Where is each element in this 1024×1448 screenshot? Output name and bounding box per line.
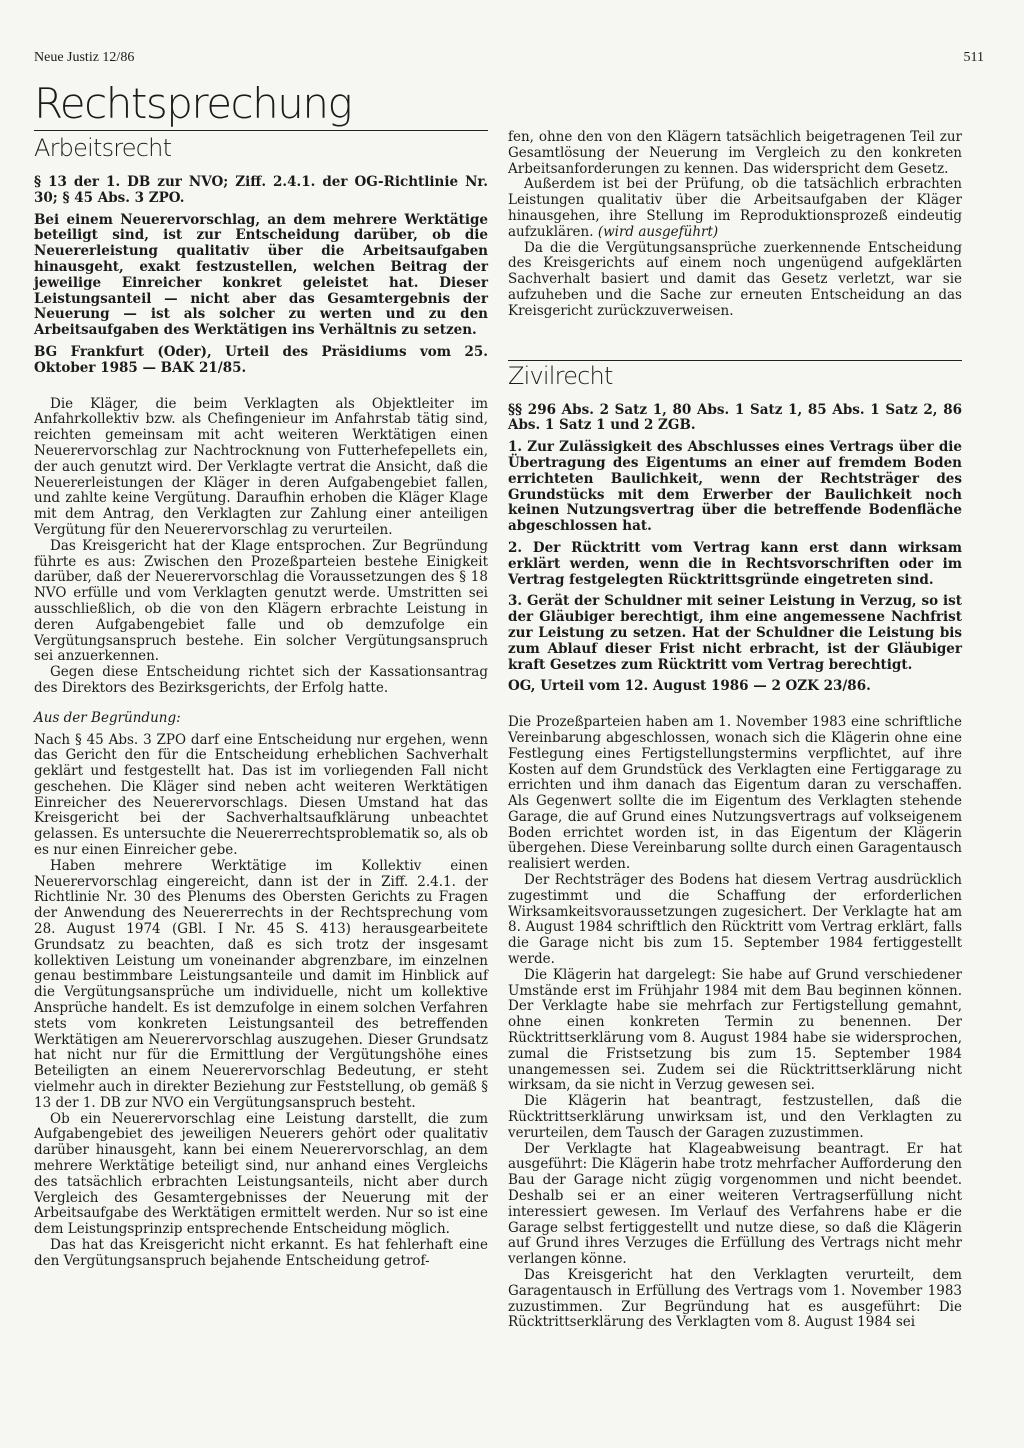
paragraph: Die Kläger, die beim Verklagten als Objektleiter im Anfahrkollektiv bzw. als Chefingenieur im Anfahrstab tätig sind, reichten gemeinsam mit acht weiteren Werktätigen einen Neuerervorschlag zur Nachtrocknung von Futterhefepellets ein, der auch genutzt wird. Der Verklagte vertrat die Ansicht, daß die Neuererleistungen der Kläger in deren Aufgabengebiet fallen, und zahlte keine Vergütung. Daraufhin erhoben die Kläger Klage mit dem Antrag, den Verklagten zur Zahlung einer anteiligen Vergütung für den Neuerervorschlag zu verurteilen. xyxy=(34,395,488,538)
leitsatz-arbeitsrecht: Bei einem Neuerervorschlag, an dem mehrere Werktätige beteiligt sind, ist zur Entscheidung darüber, ob die Neuererleistung qualitativ über die Arbeitsaufgaben hinausgeht, exakt festzustellen, welchen Beitrag der jeweilige Einreicher konkret geleistet hat. Dieser Leistungsanteil — nicht aber das Gesamtergebnis der Neuerung — ist als solcher zu werten und zu den Arbeitsaufgaben des Werktätigen ins Verhältnis zu setzen. xyxy=(34,211,488,339)
paragraph: Das Kreisgericht hat den Verklagten verurteilt, dem Garagentausch in Erfüllung des Vertrags vom 1. November 1983 zuzustimmen. Zur Begründung hat es ausgeführt: Die Rücktrittserklärung des Verklagten vom 8. August 1984 sei xyxy=(508,1267,962,1331)
paragraph: Da die die Vergütungsansprüche zuerkennende Entscheidung des Kreisgerichts auf einem noch ungenügend aufgeklärten Sachverhalt basiert und damit das Gesetz verletzt, war sie aufzuheben und die Sache zur erneuten Entscheidung an das Kreisgericht zurückzuverweisen. xyxy=(508,239,962,319)
reasons-heading: Aus der Begründung: xyxy=(34,709,181,726)
paragraph: Gegen diese Entscheidung richtet sich der Kassationsantrag des Direktors des Bezirksgerichts, der Erfolg hatte. xyxy=(34,664,488,696)
right-column xyxy=(508,130,962,1331)
paragraph: Das hat das Kreisgericht nicht erkannt. Es hat fehlerhaft eine den Vergütungsanspruch bejahende Entscheidung getrof- xyxy=(34,1237,488,1269)
norms-zivilrecht: §§ 296 Abs. 2 Satz 1, 80 Abs. 1 Satz 1, 85 Abs. 1 Satz 2, 86 Abs. 1 Satz 1 und 2 ZGB. xyxy=(508,401,962,434)
paragraph: Ob ein Neuerervorschlag eine Leistung darstellt, die zum Aufgabengebiet des jeweiligen Neuerers gehört oder qualitativ darüber hinausgeht, kann bei einem Neuerervorschlag, an dem mehrere Werktätige beteiligt sind, nur anhand eines Vergleichs des tatsächlich erbrachten Leistungsanteils, nicht aber durch Vergleich des Gesamtergebnisses der Neuerung mit der Arbeitsaufgabe des Werktätigen ermittelt werden. Nur so ist eine dem Leistungsprinzip entsprechende Entscheidung möglich. xyxy=(34,1110,488,1238)
page-number: 511 xyxy=(963,50,984,65)
paragraph: Das Kreisgericht hat der Klage entsprochen. Zur Begründung führte es aus: Zwischen den Prozeßparteien bestehe Einigkeit darüber, daß der Neuerervorschlag die Voraussetzungen des § 18 NVO erfülle und vom Verklagten genutzt werde. Umstritten sei ausschließlich, ob die von den Klägern erbrachte Leistung in deren Aufgabengebiet falle und ob demzufolge ein Vergütungsanspruch bestehe. Ein solcher Vergütungsanspruch sei anzuerkennen. xyxy=(34,537,488,665)
section-title-zivilrecht: Zivilrecht xyxy=(508,361,613,390)
paragraph: Die Prozeßparteien haben am 1. November 1983 eine schriftliche Vereinbarung abgeschlossen, wonach sich die Klägerin ohne eine Festlegung eines Fertigstellungstermins verpflichtet, auf ihre Kosten auf dem Grundstück des Verklagten eine Fertiggarage zu errichten und ihm danach das Eigentum daran zu verschaffen. Als Gegenwert sollte die im Eigentum des Verklagten stehende Garage, die auf Grund eines Nutzungsvertrags auf volkseigenem Boden errichtet worden ist, in das Eigentum der Klägerin übergehen. Diese Vereinbarung sollte durch einen Garagentausch realisiert werden. xyxy=(508,714,962,873)
paragraph: Haben mehrere Werktätige im Kollektiv einen Neuerervorschlag eingereicht, dann ist der in Ziff. 2.4.1. der Richtlinie Nr. 30 des Plenums des Obersten Gerichts zu Fragen der Anwendung des Neuererrechts in der Rechtsprechung vom 28. August 1974 (GBl. I Nr. 45 S. 413) herausgearbeitete Grundsatz zu beachten, daß es sich trotz der insgesamt kollektiven Leistung um voneinander abgrenzbare, im einzelnen genau bestimmbare Leistungsanteile und damit im Hinblick auf die Vergütungsansprüche um individuelle, nicht um kollektive Ansprüche handelt. Es ist demzufolge in einem solchen Verfahren stets vom konkreten Leistungsanteil des betreffenden Werktätigen am Neuerervorschlag auszugehen. Dieser Grundsatz hat nicht nur für die Ermittlung der Vergütungshöhe eines Beteiligten an einem Neuerervorschlag Bedeutung, er steht vielmehr auch in direkter Beziehung zur Feststellung, ob gemäß § 13 der 1. DB zur NVO ein Vergütungsanspruch besteht. xyxy=(34,857,488,1111)
paragraph: Nach § 45 Abs. 3 ZPO darf eine Entscheidung nur ergehen, wenn das Gericht den für die Entscheidung erheblichen Sachverhalt geklärt und festgestellt hat. Das ist im vorliegenden Fall nicht geschehen. Die Kläger sind neben acht weiteren Werktätigen Einreicher des Neuerervorschlags. Diesen Umstand hat das Kreisgericht bei der Sachverhaltsaufklärung unbeachtet gelassen. Es untersuchte die Neuererrechtsproblematik so, als ob es nur einen Einreicher gebe. xyxy=(34,731,488,859)
main-title: Rechtsprechung xyxy=(34,79,352,128)
paragraph: Der Verklagte hat Klageabweisung beantragt. Er hat ausgeführt: Die Klägerin habe trotz mehrfacher Aufforderung den Bau der Garage nicht zügig vorgenommen und nicht beendet. Deshalb sei er an einer weiteren Vertragserfüllung nicht interessiert gewesen. Im Verlauf des Verfahrens habe er die Garage selbst fertiggestellt und nutze diese, so daß die Klägerin auf Grund ihres Verzuges die Erfüllung des Vertrags nicht mehr verlangen könne. xyxy=(508,1140,962,1268)
paragraph-text: Außerdem ist bei der Prüfung, ob die tatsächlich erbrachten Leistungen qualitativ über die Arbeitsaufgaben der Kläger hinausgehen, ihre Stellung im Reproduktionsprozeß eindeutig aufzuklären. xyxy=(508,176,962,240)
paragraph: fen, ohne den von den Klägern tatsächlich beigetragenen Teil zur Gesamtlösung der Neuerung im Vergleich zu den konkreten Arbeitsanforderungen zu kennen. Das widerspricht dem Gesetz. xyxy=(508,129,962,177)
paragraph: Die Klägerin hat dargelegt: Sie habe auf Grund verschiedener Umstände erst im Frühjahr 1984 mit dem Bau beginnen können. Der Verklagte habe sie mehrfach zur Fertigstellung gemahnt, ohne einen konkreten Termin zu benennen. Der Rücktrittserklärung vom 8. August 1984 habe sie widersprochen, zumal die Fristsetzung bis zum 15. September 1984 unangemessen sei. Zudem sei die Rücktrittserklärung nicht wirksam, da sie nicht in Verzug gewesen sei. xyxy=(508,966,962,1094)
arbeitsrecht-head xyxy=(34,130,488,163)
citation-arbeitsrecht: BG Frankfurt (Oder), Urteil des Präsidiums vom 25. Oktober 1985 — BAK 21/85. xyxy=(34,343,488,376)
citation-zivilrecht: OG, Urteil vom 12. August 1986 — 2 OZK 23/86. xyxy=(508,678,871,695)
left-column xyxy=(34,130,488,1270)
paragraph xyxy=(508,177,962,240)
paragraph: Der Rechtsträger des Bodens hat diesem Vertrag ausdrücklich zugestimmt und die Schaffung der erforderlichen Wirksamkeitsvoraussetzungen zugesichert. Der Verklagte hat am 8. August 1984 schriftlich den Rücktritt vom Vertrag erklärt, falls die Garage nicht bis zum 15. September 1984 fertiggestellt werde. xyxy=(508,872,962,968)
paragraph: Die Klägerin hat beantragt, festzustellen, daß die Rücktrittserklärung unwirksam ist, und den Verklagten zu verurteilen, dem Tausch der Garagen zuzustimmen. xyxy=(508,1093,962,1141)
norms-arbeitsrecht: § 13 der 1. DB zur NVO; Ziff. 2.4.1. der OG-Richtlinie Nr. 30; § 45 Abs. 3 ZPO. xyxy=(34,174,488,206)
leitsatz-3: 3. Gerät der Schuldner mit seiner Leistung in Verzug, so ist der Gläubiger berechtigt, ihm eine angemessene Nachfrist zur Leistung zu setzen. Hat der Schuldner die Leistung bis zum Ablauf dieser Frist nicht erbracht, ist der Gläubiger kraft Gesetzes zum Rücktritt vom Vertrag berechtigt. xyxy=(508,593,962,673)
omission-note: (wird ausgeführt) xyxy=(597,223,719,240)
leitsatz-2: 2. Der Rücktritt vom Vertrag kann erst dann wirksam erklärt werden, wenn die in Rechtsvorschriften oder im Vertrag festgelegten Rücktrittsgründe eingetreten sind. xyxy=(508,539,962,588)
running-head: Neue Justiz 12/86 xyxy=(34,50,135,65)
section-title-arbeitsrecht: Arbeitsrecht xyxy=(34,134,172,162)
leitsatz-1: 1. Zur Zulässigkeit des Abschlusses eines Vertrags über die Übertragung des Eigentums an einer auf fremdem Boden errichteten Baulichkeit, wenn der Rechtsträger des Grundstücks mit dem Erwerber der Baulichkeit noch keinen Nutzungsvertrag über die betreffende Bodenfläche abgeschlossen hat. xyxy=(508,439,962,535)
